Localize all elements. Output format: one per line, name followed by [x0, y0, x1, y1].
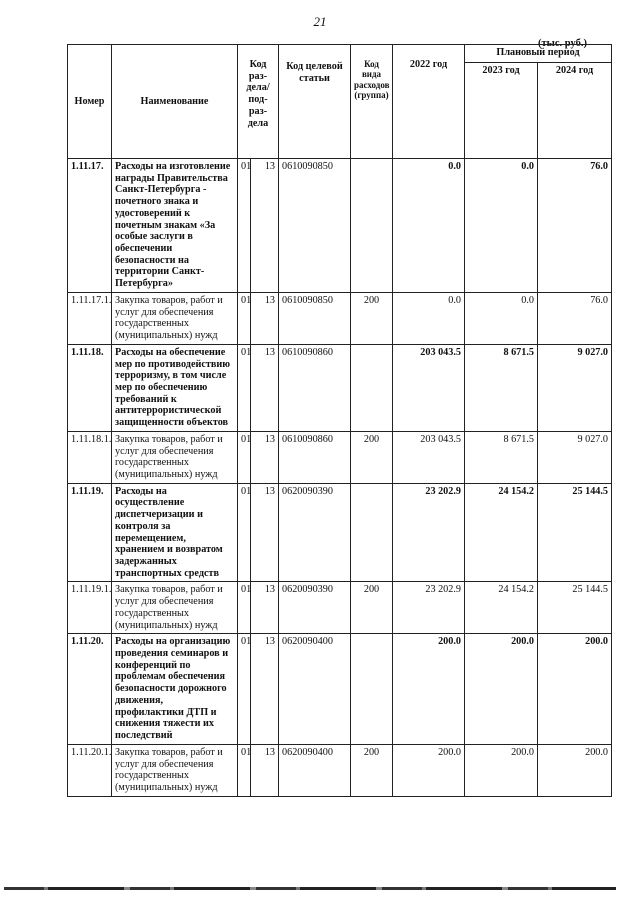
cell-name: Расходы на осуществление диспетчеризации и контроля за перемещением, хранением и возвратом задержанных транспортных средств	[112, 483, 238, 582]
header-target-code: Код целевой статьи	[279, 45, 351, 159]
units-label: (тыс. руб.)	[538, 38, 587, 49]
header-2024: 2024 год	[538, 63, 612, 159]
cell-number: 1.11.19.	[68, 483, 112, 582]
table-row	[68, 634, 612, 744]
table-header	[68, 45, 612, 159]
cell-2023: 0.0	[465, 159, 538, 293]
page-number: 21	[313, 14, 327, 29]
cell-number: 1.11.20.1.	[68, 744, 112, 796]
cell-target-code: 0620090390	[279, 483, 351, 582]
cell-name: Закупка товаров, работ и услуг для обеспечения государственных (муниципальных) нужд	[112, 292, 238, 344]
cell-number: 1.11.18.	[68, 344, 112, 431]
cell-subsection: 13	[251, 582, 279, 634]
table-row	[68, 292, 612, 344]
cell-2024: 9 027.0	[538, 344, 612, 431]
cell-subsection: 13	[251, 159, 279, 293]
cell-2023: 200.0	[465, 634, 538, 744]
cell-2023: 0.0	[465, 292, 538, 344]
header-section-code: Код раз-дела/ под-раз-дела	[238, 45, 279, 159]
scan-bottom-edge	[4, 887, 616, 890]
cell-expense-type: 200	[351, 292, 393, 344]
cell-2022: 23 202.9	[393, 483, 465, 582]
cell-2024: 200.0	[538, 634, 612, 744]
cell-2022: 203 043.5	[393, 344, 465, 431]
header-name: Наименование	[112, 45, 238, 159]
cell-target-code: 0620090400	[279, 634, 351, 744]
cell-section: 01	[238, 582, 251, 634]
cell-2024: 76.0	[538, 159, 612, 293]
cell-2022: 200.0	[393, 744, 465, 796]
cell-subsection: 13	[251, 483, 279, 582]
cell-2024: 200.0	[538, 744, 612, 796]
cell-section: 01	[238, 344, 251, 431]
cell-number: 1.11.19.1.	[68, 582, 112, 634]
cell-expense-type: 200	[351, 582, 393, 634]
cell-section: 01	[238, 292, 251, 344]
cell-expense-type	[351, 634, 393, 744]
header-2022: 2022 год	[393, 45, 465, 159]
cell-2023: 24 154.2	[465, 582, 538, 634]
cell-2024: 9 027.0	[538, 431, 612, 483]
cell-expense-type	[351, 159, 393, 293]
cell-2024: 25 144.5	[538, 483, 612, 582]
cell-subsection: 13	[251, 431, 279, 483]
header-planning-period: Плановый период	[465, 45, 612, 63]
cell-section: 01	[238, 483, 251, 582]
table-row	[68, 483, 612, 582]
cell-target-code: 0620090400	[279, 744, 351, 796]
cell-2023: 8 671.5	[465, 431, 538, 483]
cell-2023: 8 671.5	[465, 344, 538, 431]
cell-number: 1.11.17.	[68, 159, 112, 293]
cell-target-code: 0610090860	[279, 344, 351, 431]
cell-name: Расходы на обеспечение мер по противодействию терроризму, в том числе мер по обеспечению требований к антитеррористической защищенности объектов	[112, 344, 238, 431]
header-2023: 2023 год	[465, 63, 538, 159]
cell-number: 1.11.18.1.	[68, 431, 112, 483]
cell-expense-type	[351, 483, 393, 582]
header-expense-type: Код вида расходов (группа)	[351, 45, 393, 159]
cell-name: Расходы на организацию проведения семинаров и конференций по проблемам обеспечения безопасности дорожного движения, профилактики ДТП и снижения тяжести их последствий	[112, 634, 238, 744]
cell-2023: 200.0	[465, 744, 538, 796]
table-row	[68, 159, 612, 293]
cell-name: Расходы на изготовление награды Правительства Санкт-Петербурга - почетного знака и удостоверений к почетным знакам «За особые заслуги в обеспечении безопасности на территории Санкт-Петербурга»	[112, 159, 238, 293]
cell-number: 1.11.17.1.	[68, 292, 112, 344]
table-body	[68, 159, 612, 797]
cell-2024: 25 144.5	[538, 582, 612, 634]
cell-expense-type: 200	[351, 744, 393, 796]
table-row	[68, 431, 612, 483]
cell-expense-type	[351, 344, 393, 431]
cell-2022: 203 043.5	[393, 431, 465, 483]
cell-section: 01	[238, 634, 251, 744]
cell-2022: 0.0	[393, 159, 465, 293]
table-row	[68, 344, 612, 431]
cell-subsection: 13	[251, 344, 279, 431]
table-row	[68, 744, 612, 796]
cell-number: 1.11.20.	[68, 634, 112, 744]
budget-table	[67, 44, 612, 797]
cell-target-code: 0610090860	[279, 431, 351, 483]
cell-target-code: 0610090850	[279, 159, 351, 293]
cell-target-code: 0610090850	[279, 292, 351, 344]
cell-section: 01	[238, 744, 251, 796]
cell-name: Закупка товаров, работ и услуг для обеспечения государственных (муниципальных) нужд	[112, 431, 238, 483]
cell-section: 01	[238, 431, 251, 483]
cell-name: Закупка товаров, работ и услуг для обеспечения государственных (муниципальных) нужд	[112, 744, 238, 796]
table-row	[68, 582, 612, 634]
cell-name: Закупка товаров, работ и услуг для обеспечения государственных (муниципальных) нужд	[112, 582, 238, 634]
cell-2022: 23 202.9	[393, 582, 465, 634]
cell-2022: 200.0	[393, 634, 465, 744]
cell-subsection: 13	[251, 744, 279, 796]
cell-2022: 0.0	[393, 292, 465, 344]
cell-subsection: 13	[251, 634, 279, 744]
cell-subsection: 13	[251, 292, 279, 344]
cell-target-code: 0620090390	[279, 582, 351, 634]
cell-2023: 24 154.2	[465, 483, 538, 582]
cell-section: 01	[238, 159, 251, 293]
header-number: Номер	[68, 45, 112, 159]
cell-expense-type: 200	[351, 431, 393, 483]
cell-2024: 76.0	[538, 292, 612, 344]
